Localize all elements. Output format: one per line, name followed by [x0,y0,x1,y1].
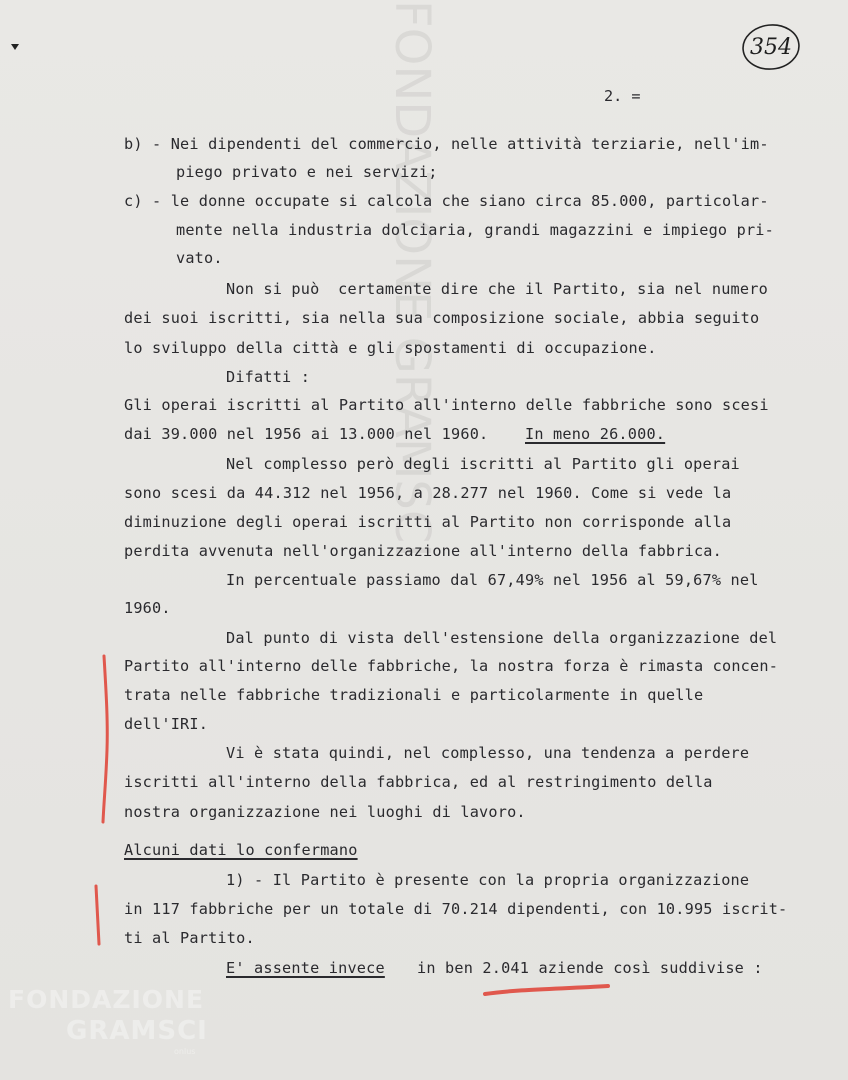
text-line: sono scesi da 44.312 nel 1956, a 28.277 nel 1960. Come si vede la [124,484,732,502]
text-line: vato. [176,249,223,267]
text-line: c) - le donne occupate si calcola che siano circa 85.000, particolar- [124,192,769,210]
section-heading: Alcuni dati lo confermano [124,841,358,859]
text-line: in ben 2.041 aziende così suddivise : [417,959,763,977]
text-line: Partito all'interno delle fabbriche, la nostra forza è rimasta concen- [124,657,779,675]
text-line: b) - Nei dipendenti del commercio, nelle attività terziarie, nell'im- [124,135,769,153]
text-line: iscritti all'interno della fabbrica, ed al restringimento della [124,773,713,791]
text-line: mente nella industria dolciaria, grandi magazzini e impiego pri- [176,221,774,239]
archive-number-stamp [740,22,802,72]
text-line: ti al Partito. [124,929,255,947]
text-line: lo sviluppo della città e gli spostamenti di occupazione. [124,339,657,357]
red-pencil-margin-mark-icon [88,880,108,950]
fondazione-gramsci-logo [8,985,218,1077]
archive-number: 354 [750,34,792,60]
text-line: Difatti : [226,368,311,386]
text-line: Non si può certamente dire che il Partito, sia nel numero [226,280,768,298]
text-line: trata nelle fabbriche tradizionali e particolarmente in quelle [124,686,704,704]
logo-line2: GRAMSCI [66,1016,208,1046]
text-line: dei suoi iscritti, sia nella sua composizione sociale, abbia seguito [124,309,760,327]
underlined-text: In meno 26.000. [525,425,666,443]
logo-sub: onlus [174,1047,196,1056]
text-line: 1960. [124,599,171,617]
text-line: Nel complesso però degli iscritti al Partito gli operai [226,455,740,473]
text-line: Gli operai iscritti al Partito all'interno delle fabbriche sono scesi [124,396,769,414]
underlined-text: E' assente invece [226,959,385,977]
text-line: dell'IRI. [124,715,209,733]
text-line: in 117 fabbriche per un totale di 70.214 dipendenti, con 10.995 iscrit- [124,900,788,918]
logo-line1: FONDAZIONE [8,985,205,1014]
text-line: dai 39.000 nel 1956 ai 13.000 nel 1960. [124,425,489,443]
red-pencil-margin-mark-icon [96,650,116,830]
corner-mark [8,40,22,54]
text-line: 1) - Il Partito è presente con la propria organizzazione [226,871,750,889]
text-line: piego privato e nei servizi; [176,163,438,181]
text-line: perdita avvenuta nell'organizzazione all'interno della fabbrica. [124,542,722,560]
red-pencil-underline-icon [480,980,616,1002]
page-number: 2. = [604,87,641,105]
text-line: Vi è stata quindi, nel complesso, una tendenza a perdere [226,744,750,762]
vertical-watermark: FONDAZIONE GRAMSCI [384,0,440,558]
text-line: diminuzione degli operai iscritti al Partito non corrisponde alla [124,513,732,531]
text-line: In percentuale passiamo dal 67,49% nel 1956 al 59,67% nel [226,571,759,589]
text-line: nostra organizzazione nei luoghi di lavoro. [124,803,526,821]
text-line: Dal punto di vista dell'estensione della organizzazione del [226,629,778,647]
